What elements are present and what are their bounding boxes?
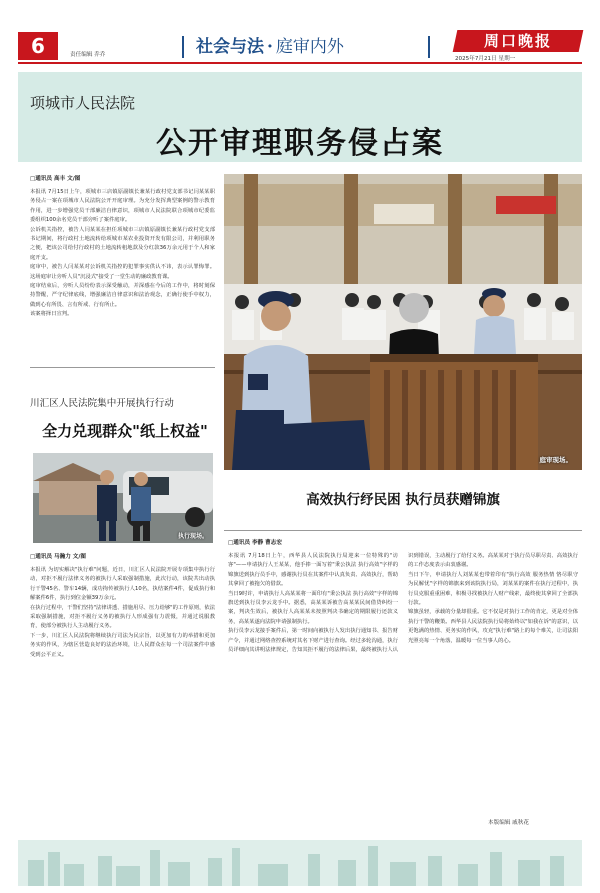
issue-date: 2025年7月21日 星期一 [455, 56, 516, 62]
section-divider [182, 36, 184, 58]
footer-cityscape [18, 840, 582, 886]
side-headline: 全力兑现群众"纸上权益" [42, 422, 208, 440]
section-title: 社会与法 · 庭审内外 [196, 37, 344, 57]
masthead-logo [453, 30, 584, 52]
editor-credit: 责任编辑 乔乔 [70, 52, 106, 58]
feature-rule [224, 530, 582, 531]
side-kicker: 川汇区人民法院集中开展执行行动 [30, 398, 174, 409]
feature-headline: 高效执行纾民困 执行员获赠锦旗 [306, 492, 500, 508]
main-kicker: 项城市人民法院 [30, 94, 136, 112]
side-byline: □通讯员 马瀚力 文/图 [30, 554, 86, 560]
section-title-b: 庭审内外 [275, 37, 344, 57]
court-dock [370, 334, 538, 470]
side-divider-top [30, 367, 215, 368]
main-byline: □通讯员 高丰 文/图 [30, 176, 81, 182]
main-headline: 公开审理职务侵占案 [156, 126, 444, 161]
main-body: 本报讯 7月15日上午，项城市三店镇原副镇长兼某行政村党支部书记闫某某职务侵占一案在项城市人民法院公开开庭审理。为充分发挥典型案例的警示教育作用，进一步增强党员干部廉洁自律意识，项城市人民法院联合项城市纪委监委组织100余名党员干部旁听了案件庭审。 公诉机关指控，被告人闫某某在担任项城市三店镇原副镇长兼某行政村党支部书记期间，将行政村土地流转给项城市某农业投资开发有限公司，并利用职务之便，把该公司给付行政村的土地流转租地款及分红款36万余元用于个人和家庭开支。 庭审中，被告人闫某某对公诉机关指控的犯罪事实供认不讳，表示认罪悔罪。这场庭审让旁听人员"沉浸式"接受了一堂生动的廉政教育课。 庭审结束后，旁听人员纷纷表示深受触动，并深感在今后的工作中，将时刻保持警醒，严守纪律底线，增强廉洁自律意识和法治观念，正确行使手中权力，做到心有所畏、言有所戒、行有所止。 该案将择日宣判。 [30, 189, 215, 318]
feature-body: 本报讯 7月18日上午，西华县人民法院执行局迎来一位特殊的"访客"——申请执行人王某某，他手捧一面写着"秉公执法 执行高效"字样的锦旗送到执行员手中，感谢执行员在其案件中认真负责、高效执行，帮助其拿回了被拖欠的借款。 当日9时许，申请执行人高某某将一面印有"秉公执法 执行高效"字样的锦旗送到执行员李云龙手中。据悉，高某某诉被告高某某民间借贷纠纷一案，判决生效后，被执行人高某某未按照判决书确定的期限履行还款义务，高某某遂向法院申请强制执行。 执行员李云龙接手案件后，第一时间向被执行人发出执行通知书、报告财产令，并通过网络查控系统对其名下财产进行查询。经过多轮沟通，执行员详细向其讲明法律规定，告知其拒不履行的法律后果，最终被执行人认识到错误，主动履行了给付义务。高某某对于执行员尽职尽责、高效执行的工作态度表示由衷感谢。 当日下午，申请执行人刘某某也带着印有"执行高效 服务热情 恪尽职守 为民解忧"字样的锦旗来到该院执行局，刘某某的案件在执行过程中，执行员克服重重困难，积极寻找被执行人财产线索，最终使其拿回了全部执行款。 锦旗虽轻，承载的分量却很重。它不仅是对执行工作的肯定，更是对全体执行干警的鞭策。西华县人民法院执行局将始终以"如我在诉"的意识，以更饱满的热情、更务实的作风，攻克"执行难"路上的每个难关，让司法阳光照亮每一个角落，温暖每一位当事人的心。 [228, 553, 578, 654]
section-divider-right [428, 36, 430, 58]
feature-byline: □通讯员 李静 曹志宏 [228, 540, 282, 546]
page-number: 6 [18, 32, 58, 60]
execution-photo [33, 453, 213, 543]
courtroom-photo-art [224, 174, 582, 470]
page-header [0, 0, 600, 62]
masthead-text: 周口晚报 [483, 32, 552, 50]
execution-photo-caption: 执行现场。 [177, 533, 208, 540]
header-rule [18, 62, 582, 64]
execution-photo-art [33, 453, 213, 543]
courtroom-photo-caption: 庭审现场。 [539, 456, 572, 464]
side-body: 本报讯 为切实解决"执行难"问题，近日，川汇区人民法院开展专项集中执行行动，对拒不履行法律义务的被执行人采取强制措施，此次行动，该院共出动执行干警45名、警车14辆，成功拘传被执行人10名，执结案件4件，促成执行和解案件6件，执行到位金额39万余元。 在执行过程中，干警们坚持"法律讲透、措施用尽、压力给够"的工作原则，依法采取强制措施，对拒不履行义务的被执行人形成强有力震慑，并通过说服教育，使部分被执行人主动履行义务。 下一步，川汇区人民法院将继续执行司法为民宗旨，以更加有力的举措和更加务实的作风，为辖区营造良好的法治环境，让人民群众在每一个司法案件中感受到公平正义。 [30, 567, 215, 658]
page-editor-credit: 本版编辑 戚秋花 [488, 820, 529, 826]
courtroom-photo [224, 174, 582, 470]
cityscape-art [18, 840, 582, 886]
section-title-a: 社会与法 [196, 37, 264, 57]
